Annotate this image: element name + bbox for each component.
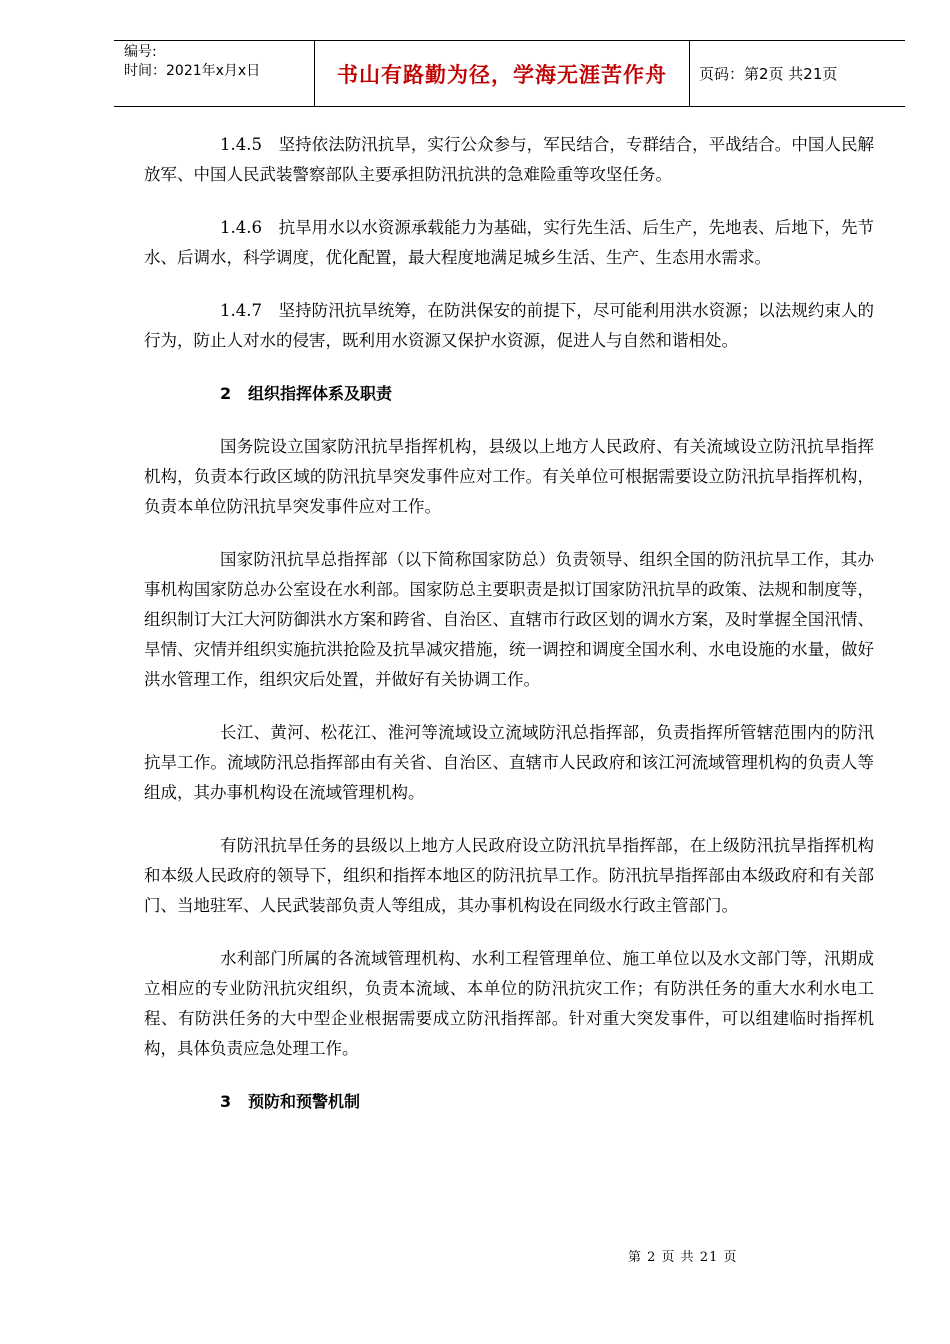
header-slogan: 书山有路勤为径，学海无涯苦作舟 — [315, 41, 690, 106]
paragraph: 有防汛抗旱任务的县级以上地方人民政府设立防汛抗旱指挥部，在上级防汛抗旱指挥机构和本级人民政府的领导下，组织和指挥本地区的防汛抗旱工作。防汛抗旱指挥部由本级政府和有关部门、当地驻军、人民武装部负责人等组成，其办事机构设在同级水行政主管部门。 — [144, 836, 874, 915]
section-number: 2 — [220, 384, 232, 403]
paragraph: 国务院设立国家防汛抗旱指挥机构，县级以上地方人民政府、有关流域设立防汛抗旱指挥机构，负责本行政区域的防汛抗旱突发事件应对工作。有关单位可根据需要设立防汛抗旱指挥机构，负责本单位防汛抗旱突发事件应对工作。 — [144, 437, 874, 516]
document-number-label: 编号: — [124, 44, 157, 60]
section-title: 预防和预警机制 — [248, 1092, 361, 1111]
paragraph: 长江、黄河、松花江、淮河等流域设立流域防汛总指挥部，负责指挥所管辖范围内的防汛抗旱工作。流域防汛总指挥部由有关省、自治区、直辖市人民政府和该江河流域管理机构的负责人等组成，其办事机构设在流域管理机构。 — [144, 723, 874, 802]
document-time-label: 时间：2021年x月x日 — [124, 63, 261, 79]
paragraph-1-4-7: 1.4.7 坚持防汛抗旱统筹，在防洪保安的前提下，尽可能利用洪水资源；以法规约束人的行为，防止人对水的侵害，既利用水资源又保护水资源，促进人与自然和谐相处。 — [144, 301, 874, 350]
section-number: 3 — [220, 1092, 232, 1111]
header-page-info: 页码：第2页 共21页 — [699, 65, 838, 83]
page-footer: 第 2 页 共 21 页 — [628, 1250, 738, 1265]
section-heading-3 — [144, 1087, 874, 1117]
page-header — [114, 40, 905, 107]
paragraph-1-4-6: 1.4.6 抗旱用水以水资源承载能力为基础，实行先生活、后生产，先地表、后地下，先节水、后调水，科学调度，优化配置，最大程度地满足城乡生活、生产、生态用水需求。 — [144, 218, 874, 267]
paragraph: 国家防汛抗旱总指挥部（以下简称国家防总）负责领导、组织全国的防汛抗旱工作，其办事机构国家防总办公室设在水利部。国家防总主要职责是拟订国家防汛抗旱的政策、法规和制度等，组织制订大江大河防御洪水方案和跨省、自治区、直辖市行政区划的调水方案，及时掌握全国汛情、旱情、灾情并组织实施抗洪抢险及抗旱减灾措施，统一调控和调度全国水利、水电设施的水量，做好洪水管理工作，组织灾后处置，并做好有关协调工作。 — [144, 550, 874, 689]
section-title: 组织指挥体系及职责 — [248, 384, 393, 403]
paragraph-1-4-5: 1.4.5 坚持依法防汛抗旱，实行公众参与，军民结合，专群结合，平战结合。中国人民解放军、中国人民武装警察部队主要承担防汛抗洪的急难险重等攻坚任务。 — [144, 135, 874, 184]
paragraph: 水利部门所属的各流域管理机构、水利工程管理单位、施工单位以及水文部门等，汛期成立相应的专业防汛抗灾组织，负责本流域、本单位的防汛抗灾工作；有防洪任务的重大水利水电工程、有防洪任务的大中型企业根据需要成立防汛指挥部。针对重大突发事件，可以组建临时指挥机构，具体负责应急处理工作。 — [144, 949, 874, 1058]
header-meta-cell — [114, 41, 315, 106]
document-body — [144, 130, 874, 1140]
section-heading-2 — [144, 379, 874, 409]
